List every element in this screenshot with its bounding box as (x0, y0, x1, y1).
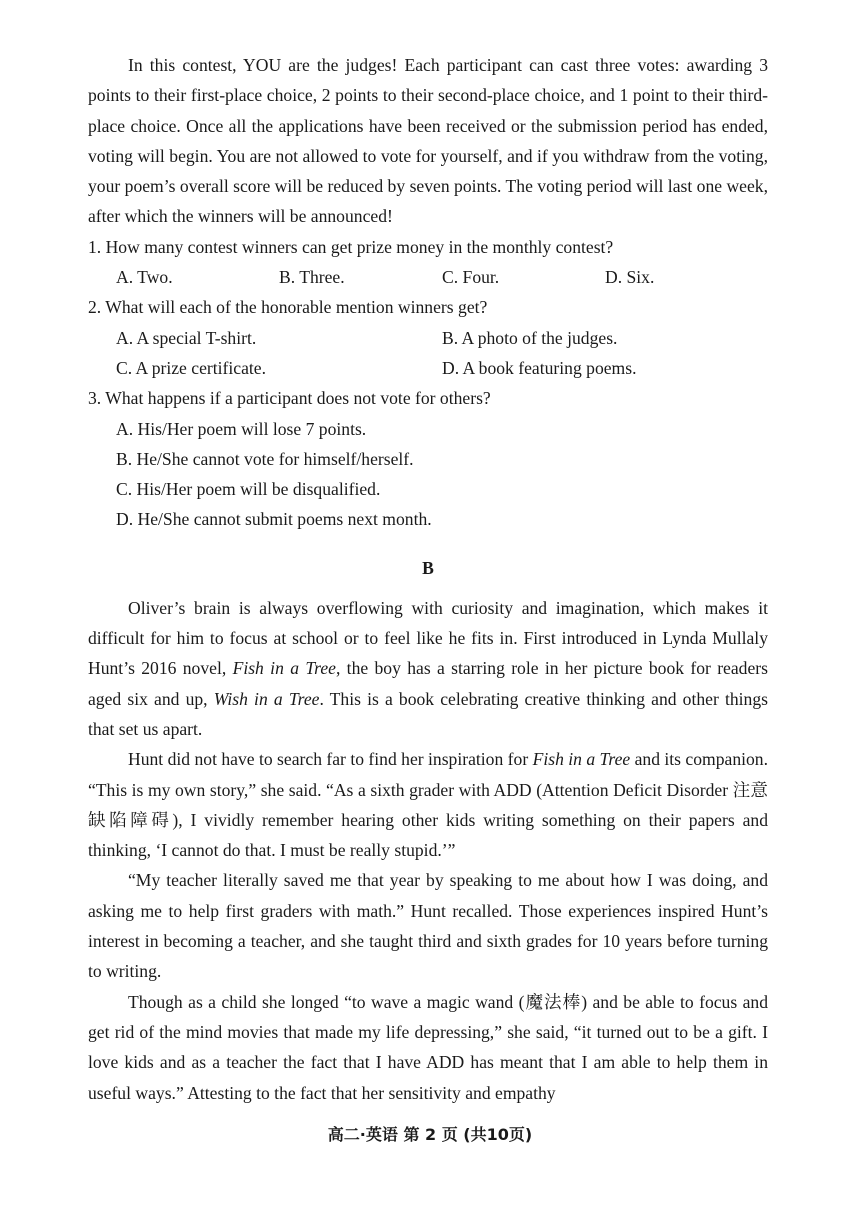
section-b-paragraph-3: “My teacher literally saved me that year by speaking to me about how I was doing, and asking me to help first graders with math.” Hunt recalled. Those experiences inspired Hunt’s interest in becoming a teacher, and she taught third and sixth grades for 10 years before turning to writing. (88, 870, 768, 982)
option-c: C. A prize certificate. (116, 357, 266, 378)
book-title: Fish in a Tree (232, 658, 336, 679)
question-options-row-2 (88, 353, 768, 383)
text-run: and its companion. “This is my own story,” she said. “As a sixth grader with ADD (Attention Deficit Disorder 注意缺陷障碍), I vividly remember hearing other kids writing something on their papers and thinking, ‘I cannot do that. I must be really stupid.’” (88, 749, 768, 861)
option-a: A. Two. (116, 267, 173, 288)
question-stem: 2. What will each of the honorable mention winners get? (88, 297, 488, 318)
passage-a-paragraph: In this contest, YOU are the judges! Each participant can cast three votes: awarding 3 points to their first-place choice, 2 points to their second-place choice, and 1 point to their third-place choice. Once all the applications have been received or the submission period has ended, voting will begin. You are not allowed to vote for yourself, and if you withdraw from the voting, your poem’s overall score will be reduced by seven points. The voting period will last one week, after which the winners will be announced! (88, 55, 768, 227)
option-d: D. He/She cannot submit poems next month. (116, 509, 432, 530)
question-1 (88, 232, 768, 293)
book-title: Fish in a Tree (532, 749, 631, 770)
section-b-paragraph-2 (88, 744, 768, 865)
book-title: Wish in a Tree (213, 688, 320, 709)
question-options (88, 262, 768, 292)
page-footer: 高二·英语 第 2 页 (共10页) (327, 1125, 533, 1144)
option-b: B. A photo of the judges. (442, 327, 618, 348)
page-content (88, 50, 768, 1108)
option-d: D. Six. (605, 267, 655, 288)
question-options (88, 414, 768, 535)
section-b-paragraph-4: Though as a child she longed “to wave a magic wand (魔法棒) and be able to focus and get rid of the mind movies that made my life depressing,” she said, “it turned out to be a gift. I love kids and as a teacher the fact that I have ADD has meant that I am able to help them in useful ways.” Attesting to the fact that her sensitivity and empathy (88, 991, 768, 1103)
question-2 (88, 292, 768, 383)
option-d: D. A book featuring poems. (442, 357, 637, 378)
question-stem: 3. What happens if a participant does not vote for others? (88, 388, 491, 409)
option-c: C. Four. (442, 267, 500, 288)
text-run: Oliver’s brain is always overflowing with curiosity and imagination, which makes it difficult for him to focus at school or to feel like he fits in. First introduced in Lynda Mullaly Hunt’s 2016 novel, (88, 597, 768, 679)
text-run: . This is a book celebrating creative thinking and other things that set us apart. (88, 688, 768, 739)
question-stem: 1. How many contest winners can get prize money in the monthly contest? (88, 236, 614, 257)
option-c: C. His/Her poem will be disqualified. (116, 479, 381, 500)
question-options-row-1 (88, 323, 768, 353)
option-a: A. His/Her poem will lose 7 points. (116, 418, 367, 439)
option-b: B. He/She cannot vote for himself/herself. (116, 448, 414, 469)
text-run: Hunt did not have to search far to find her inspiration for (128, 749, 533, 770)
text-run: , the boy has a starring role in her picture book for readers aged six and up, (88, 658, 768, 709)
option-a: A. A special T-shirt. (116, 327, 257, 348)
option-b: B. Three. (279, 267, 345, 288)
question-3 (88, 383, 768, 534)
section-b-paragraph-1 (88, 593, 768, 744)
section-b-title: B (422, 557, 434, 578)
